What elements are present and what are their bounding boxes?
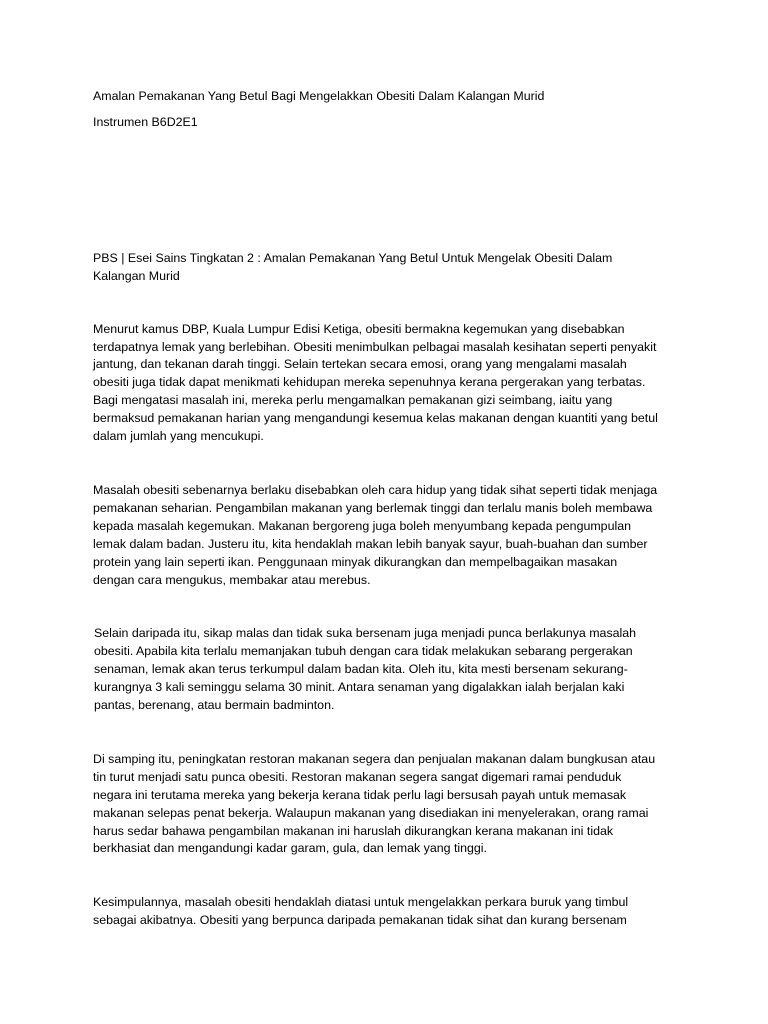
paragraph-conclusion: Kesimpulannya, masalah obesiti hendaklah diatasi untuk mengelakkan perkara buruk yang timbul sebagai akibatnya. Obesiti yang berpunca daripada pemakanan tidak sihat dan kurang bersenam <box>93 895 629 928</box>
instrument-code: Instrumen B6D2E1 <box>93 114 198 129</box>
paragraph-introduction: Menurut kamus DBP, Kuala Lumpur Edisi Ketiga, obesiti bermakna kegemukan yang disebabkan terdapatnya lemak yang berlebihan. Obesiti menimbulkan pelbagai masalah kesihatan seperti penyakit jantung, dan tekanan darah tinggi. Selain tertekan secara emosi, orang yang mengalami masalah obesiti juga tidak dapat menikmati kehidupan mereka sepenuhnya kerana pergerakan yang terbatas. Bagi mengatasi masalah ini, mereka perlu mengamalkan pemakanan gizi seimbang, iaitu yang bermaksud pemakanan harian yang mengandungi kesemua kelas makanan dengan kuantiti yang betul dalam jumlah yang mencukupi. <box>93 321 658 444</box>
document-page <box>93 88 661 966</box>
paragraph-causes-diet: Masalah obesiti sebenarnya berlaku disebabkan oleh cara hidup yang tidak sihat seperti tidak menjaga pemakanan seharian. Pengambilan makanan yang berlemak tinggi dan terlalu manis boleh membawa kepada masalah kegemukan. Makanan bergoreng juga boleh menyumbang kepada pengumpulan lemak dalam badan. Justeru itu, kita hendaklah makan lebih banyak sayur, buah-buahan dan sumber protein yang lain seperti ikan. Penggunaan minyak dikurangkan dan mempelbagaikan masakan dengan cara mengukus, membakar atau merebus. <box>93 482 658 587</box>
document-title: Amalan Pemakanan Yang Betul Bagi Mengelakkan Obesiti Dalam Kalangan Murid <box>93 89 545 103</box>
paragraph-exercise: Selain daripada itu, sikap malas dan tidak suka bersenam juga menjadi punca berlakunya masalah obesiti. Apabila kita terlalu memanjakan tubuh dengan cara tidak melakukan sebarang pergerakan senaman, lemak akan terus terkumpul dalam badan kita. Oleh itu, kita mesti bersenam sekurang-kurangnya 3 kali seminggu selama 30 minit. Antara senaman yang digalakkan ialah berjalan kaki pantas, berenang, atau bermain badminton. <box>94 626 637 713</box>
paragraph-fast-food: Di samping itu, peningkatan restoran makanan segera dan penjualan makanan dalam bungkusan atau tin turut menjadi satu punca obesiti. Restoran makanan segera sangat digemari ramai penduduk negara ini terutama mereka yang bekerja kerana tidak perlu lagi bersusah payah untuk memasak makanan selepas penat bekerja. Walaupun makanan yang disediakan ini menyelerakan, orang ramai harus sedar bahawa pengambilan makanan ini haruslah dikurangkan kerana makanan ini tidak berkhasiat dan mengandungi kadar garam, gula, dan lemak yang tinggi. <box>93 751 656 856</box>
essay-heading: PBS | Esei Sains Tingkatan 2 : Amalan Pemakanan Yang Betul Untuk Mengelak Obesiti Dalam Kalangan Murid <box>93 250 613 283</box>
